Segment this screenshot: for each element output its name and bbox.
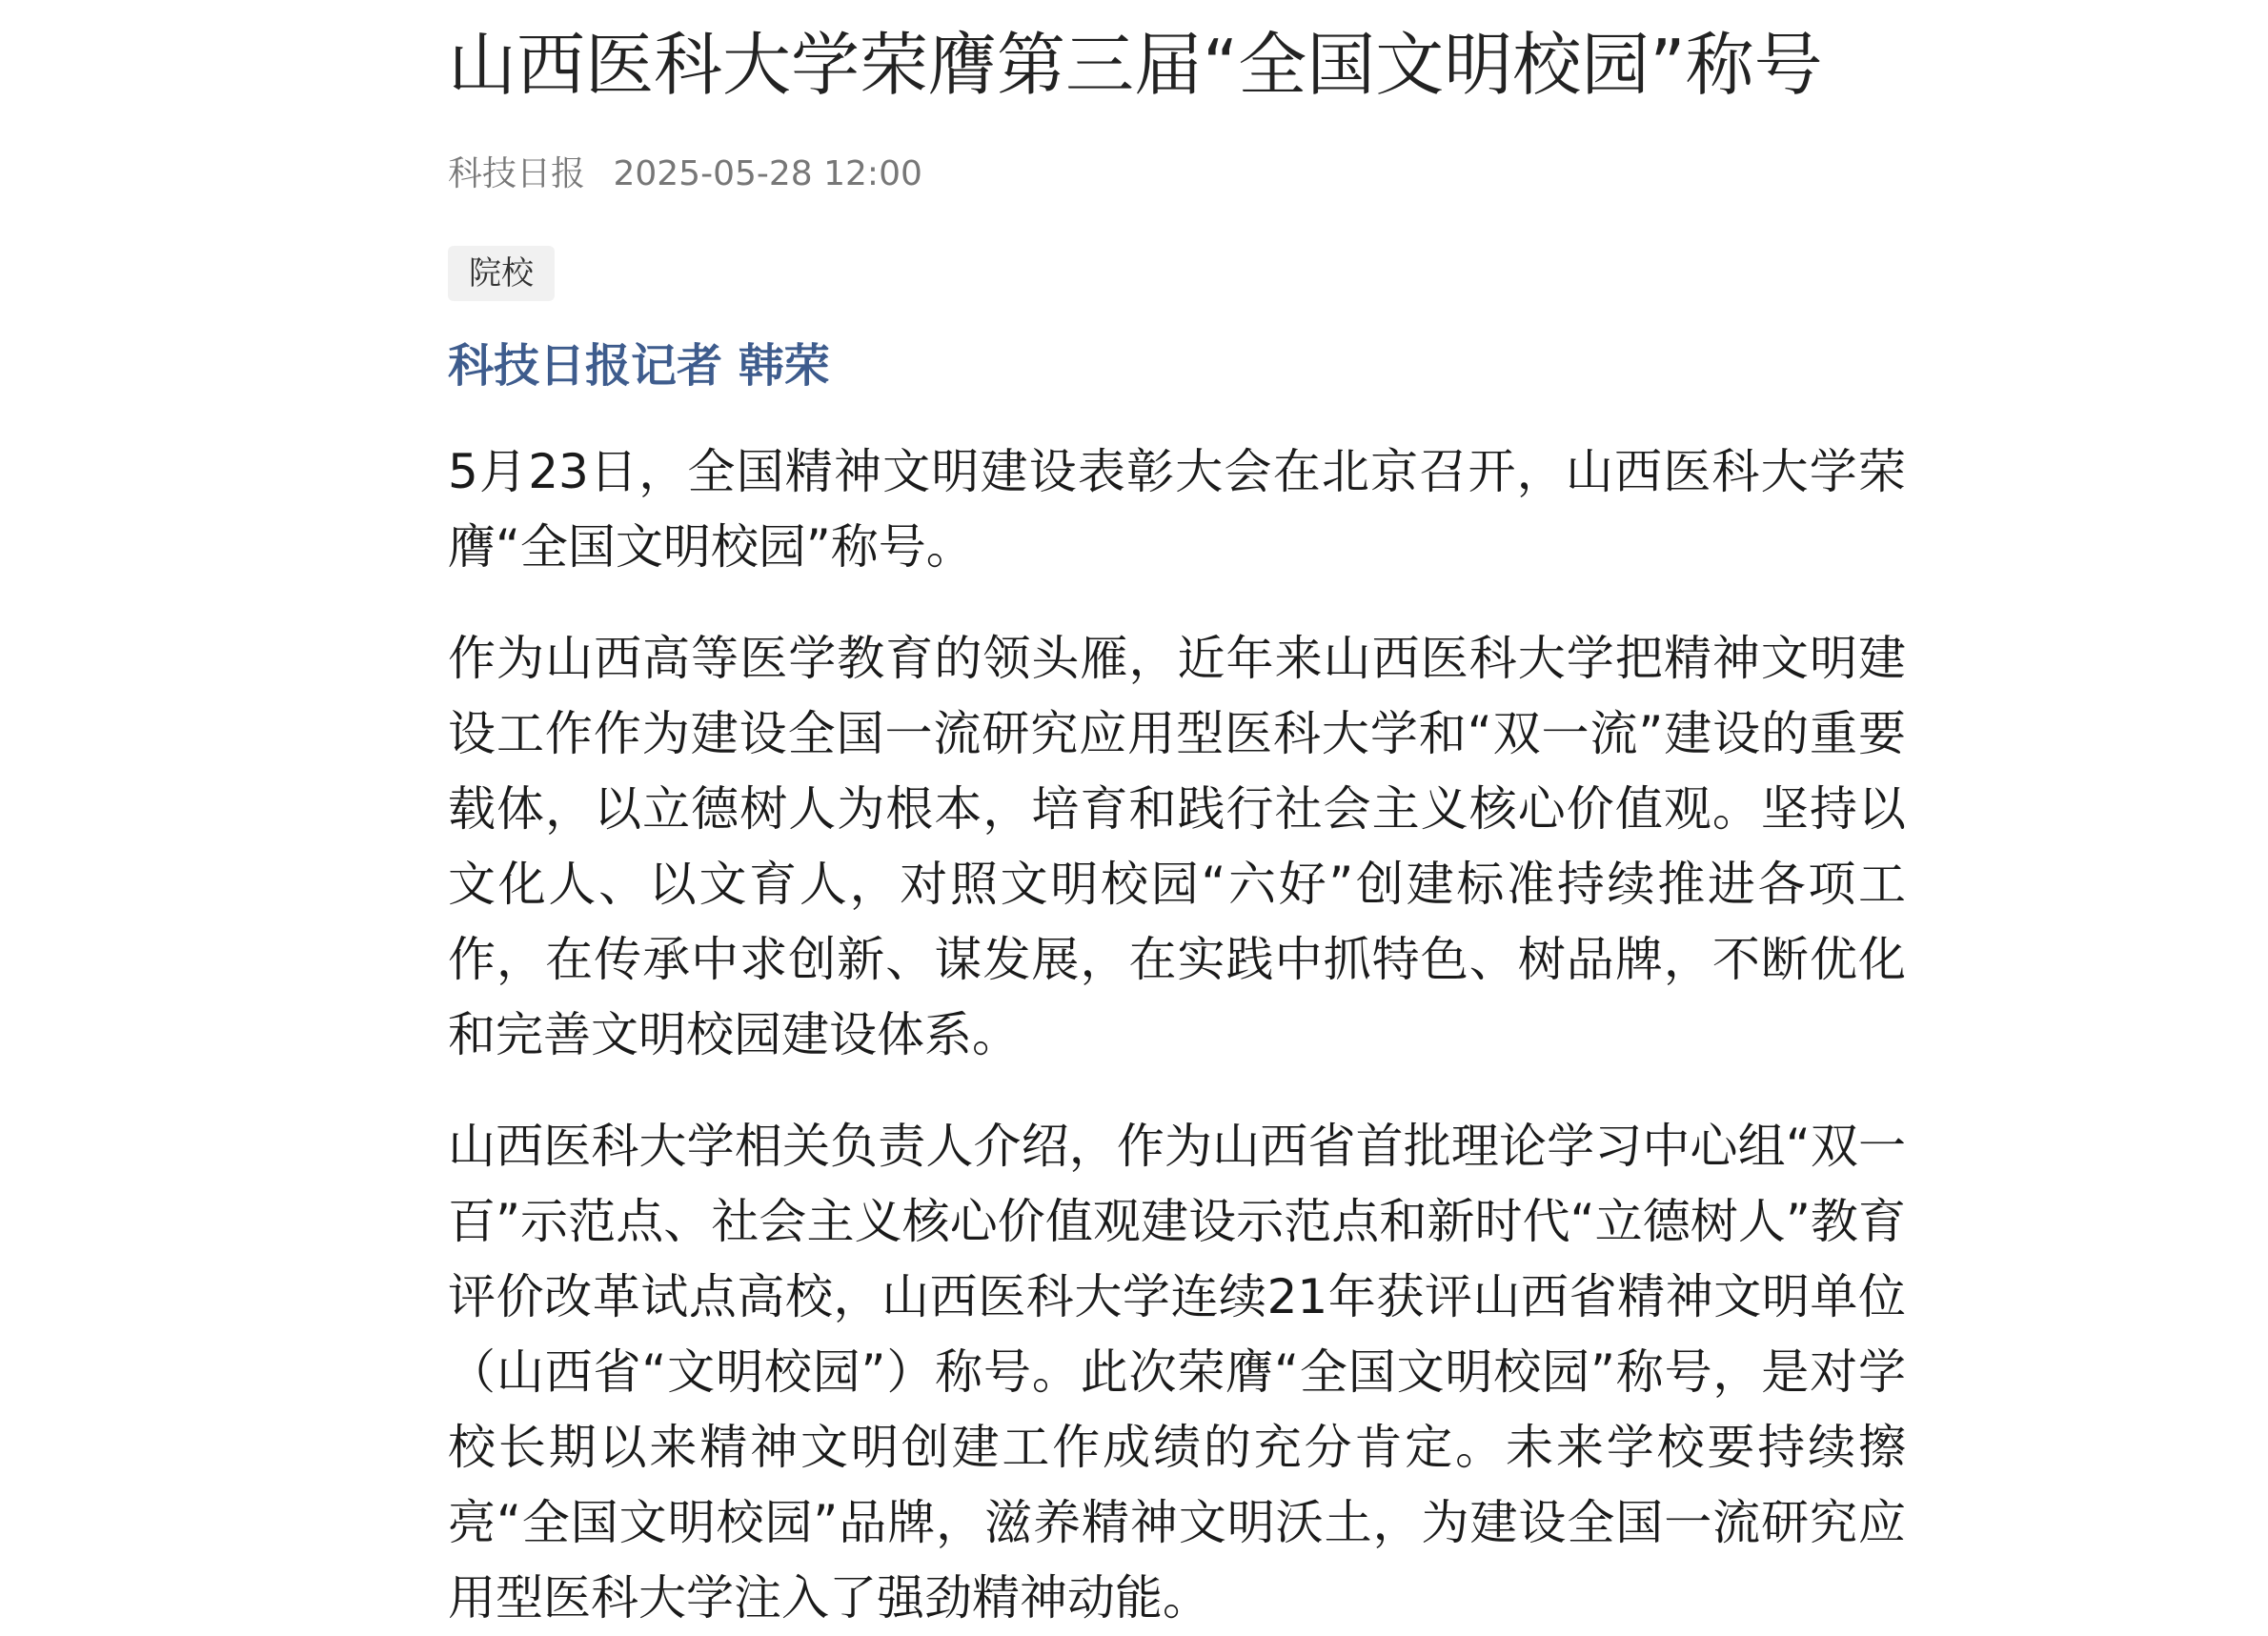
article-paragraph-2: 作为山西高等医学教育的领头雁，近年来山西医科大学把精神文明建设工作作为建设全国一流研究应用型医科大学和“双一流”建设的重要载体，以立德树人为根本，培育和践行社会主义核心价值观。坚持以文化人、以文育人，对照文明校园“六好”创建标准持续推进各项工作，在传承中求创新、谋发展，在实践中抓特色、树品牌，不断优化和完善文明校园建设体系。 — [448, 631, 1906, 1062]
article — [448, 0, 1906, 1636]
article-paragraph-3: 山西医科大学相关负责人介绍，作为山西省首批理论学习中心组“双一百”示范点、社会主义核心价值观建设示范点和新时代“立德树人”教育评价改革试点高校，山西医科大学连续21年获评山西省精神文明单位（山西省“文明校园”）称号。此次荣膺“全国文明校园”称号，是对学校长期以来精神文明创建工作成绩的充分肯定。未来学校要持续擦亮“全国文明校园”品牌，滋养精神文明沃土，为建设全国一流研究应用型医科大学注入了强劲精神动能。 — [448, 1119, 1906, 1626]
reporter-byline: 科技日报记者 韩荣 — [448, 339, 830, 393]
category-tag[interactable]: 院校 — [448, 246, 555, 301]
article-title: 山西医科大学荣膺第三届“全国文明校园”称号 — [448, 25, 1823, 105]
article-meta — [448, 151, 1906, 198]
article-source[interactable]: 科技日报 — [448, 154, 586, 193]
article-paragraph-1: 5月23日，全国精神文明建设表彰大会在北京召开，山西医科大学荣膺“全国文明校园”称号。 — [448, 444, 1906, 575]
article-datetime: 2025-05-28 12:00 — [613, 154, 922, 193]
